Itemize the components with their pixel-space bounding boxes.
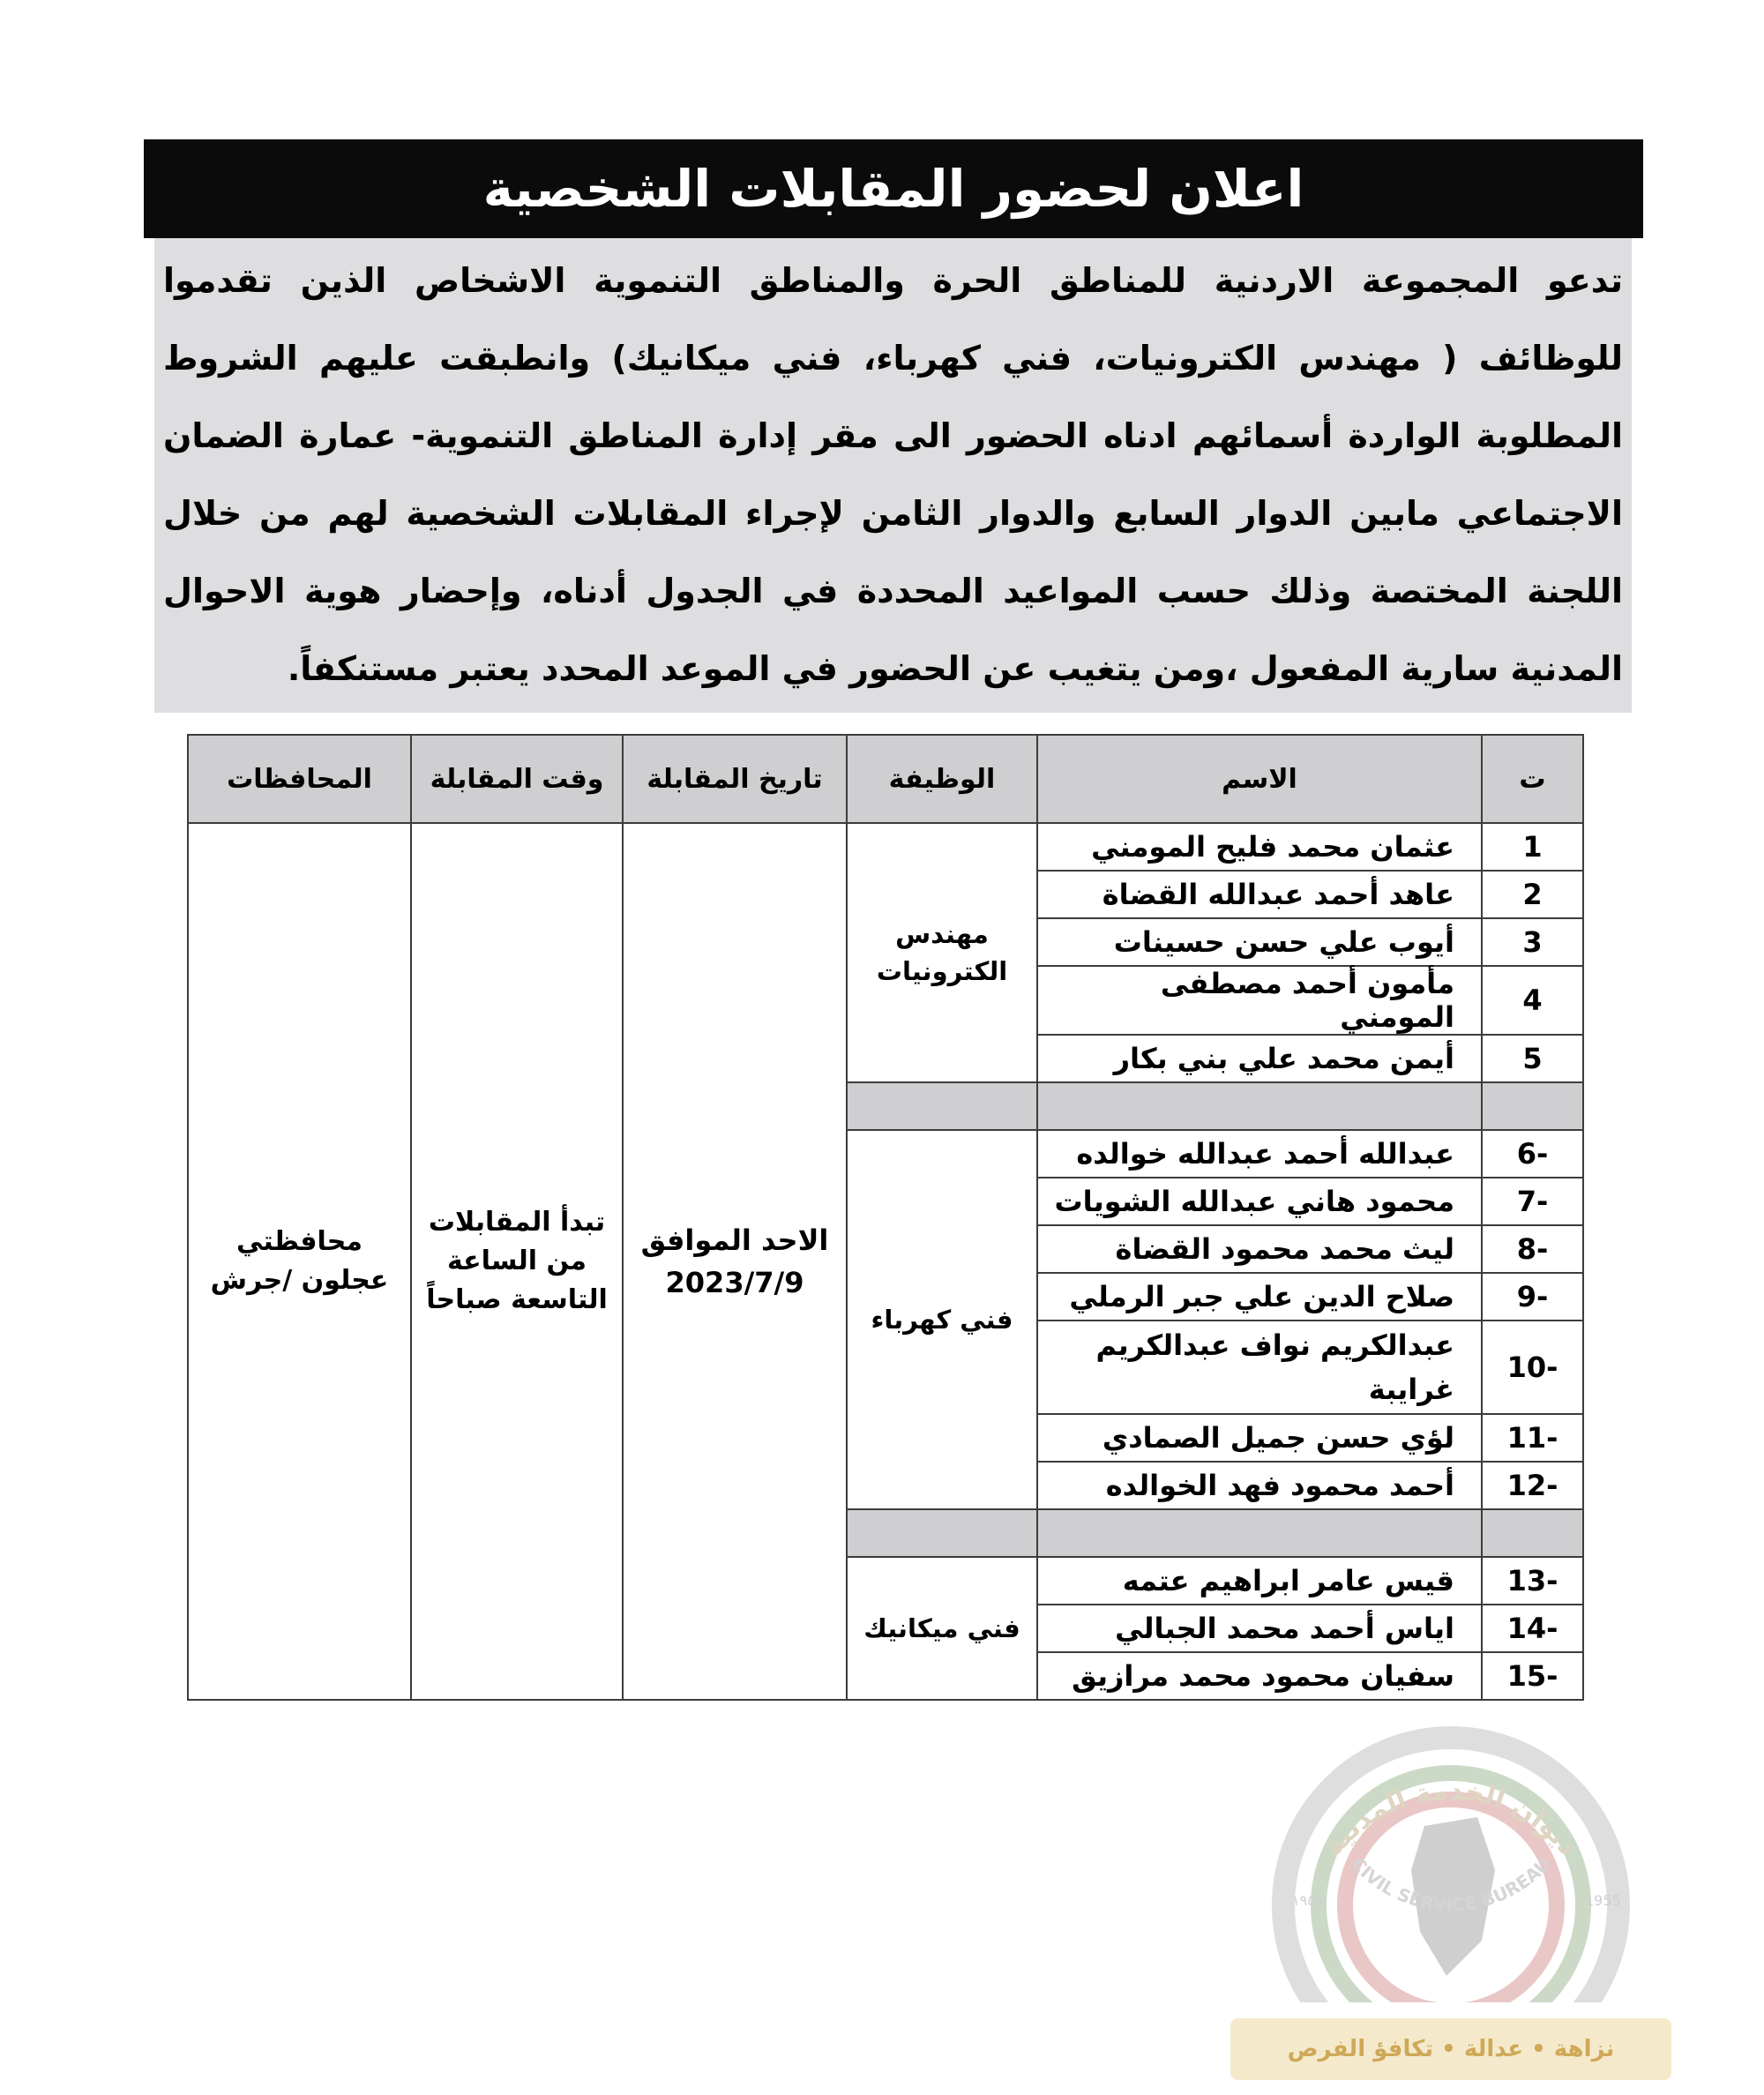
row-number: 3 bbox=[1482, 918, 1583, 966]
row-name: عثمان محمد فليح المومني bbox=[1037, 823, 1482, 871]
row-name: قيس عامر ابراهيم عتمه bbox=[1037, 1557, 1482, 1605]
row-number: -14 bbox=[1482, 1605, 1583, 1652]
row-number: -13 bbox=[1482, 1557, 1583, 1605]
row-name: عبدالكريم نواف عبدالكريم غرايبة bbox=[1037, 1321, 1482, 1414]
job-electronics-engineer: مهندس الكترونيات bbox=[847, 823, 1037, 1082]
row-name: لؤي حسن جميل الصمادي bbox=[1037, 1414, 1482, 1462]
governorates-line-1: محافظتي bbox=[236, 1226, 363, 1257]
header-name: الاسم bbox=[1037, 735, 1482, 823]
row-name: أحمد محمود فهد الخوالده bbox=[1037, 1462, 1482, 1509]
row-name: أيوب علي حسن حسينات bbox=[1037, 918, 1482, 966]
header-time: وقت المقابلة bbox=[411, 735, 623, 823]
interview-time-cell bbox=[411, 823, 623, 1700]
row-name: ليث محمد محمود القضاة bbox=[1037, 1225, 1482, 1273]
separator-cell bbox=[1482, 1082, 1583, 1130]
header-num: ت bbox=[1482, 735, 1583, 823]
announcement-body: تدعو المجموعة الاردنية للمناطق الحرة والمناطق التنموية الاشخاص الذين تقدموا للوظائف ( مهندس الكترونيات، فني كهرباء، فني ميكانيك) وانطبقت عليهم الشروط المطلوبة الواردة أسمائهم ادناه الحضور الى مقر إدارة المناطق التنموية- عمارة الضمان الاجتماعي مابين الدوار السابع والدوار الثامن لإجراء المقابلات الشخصية لهم من خلال اللجنة المختصة وذلك حسب المواعيد المحددة في الجدول أدناه، وإحضار هوية الاحوال المدنية سارية المفعول ،ومن يتغيب عن الحضور في الموعد المحدد يعتبر مستنكفاً. bbox=[154, 238, 1632, 713]
interview-date-day: الاحد الموافق bbox=[640, 1223, 829, 1257]
seal-year-left: ١٩٥٥ bbox=[1292, 1892, 1323, 1909]
interview-time-line-1: تبدأ المقابلات bbox=[428, 1207, 606, 1238]
job-electrical-technician: فني كهرباء bbox=[847, 1130, 1037, 1509]
row-number: -6 bbox=[1482, 1130, 1583, 1178]
row-number: 5 bbox=[1482, 1035, 1583, 1082]
row-name: اياس أحمد محمد الجبالي bbox=[1037, 1605, 1482, 1652]
announcement-title: اعلان لحضور المقابلات الشخصية bbox=[144, 139, 1643, 238]
separator-cell bbox=[1037, 1509, 1482, 1557]
row-number: 1 bbox=[1482, 823, 1583, 871]
seal-year-right: 1955 bbox=[1585, 1892, 1621, 1909]
row-number: -7 bbox=[1482, 1178, 1583, 1225]
row-name: مأمون أحمد مصطفى المومني bbox=[1037, 966, 1482, 1035]
interview-time-line-3: التاسعة صباحاً bbox=[426, 1284, 608, 1315]
row-name: أيمن محمد علي بني بكار bbox=[1037, 1035, 1482, 1082]
governorates-cell bbox=[188, 823, 411, 1700]
row-number: -15 bbox=[1482, 1652, 1583, 1700]
interview-date-cell bbox=[623, 823, 847, 1700]
table-row bbox=[188, 823, 1583, 871]
row-name: سفيان محمود محمد مرازيق bbox=[1037, 1652, 1482, 1700]
row-number: 2 bbox=[1482, 871, 1583, 918]
row-name: صلاح الدين علي جبر الرملي bbox=[1037, 1273, 1482, 1321]
separator-cell bbox=[1482, 1509, 1583, 1557]
interview-time-line-2: من الساعة bbox=[446, 1246, 587, 1276]
separator-cell bbox=[1037, 1082, 1482, 1130]
row-number: 4 bbox=[1482, 966, 1583, 1035]
job-mechanical-technician: فني ميكانيك bbox=[847, 1557, 1037, 1700]
row-number: -8 bbox=[1482, 1225, 1583, 1273]
header-governorates: المحافظات bbox=[188, 735, 411, 823]
table-header-row bbox=[188, 735, 1583, 823]
header-date: تاريخ المقابلة bbox=[623, 735, 847, 823]
row-name: عبدالله أحمد عبدالله خوالده bbox=[1037, 1130, 1482, 1178]
interview-date-value: 2023/7/9 bbox=[665, 1266, 804, 1299]
seal-motto-banner: نزاهة • عدالة • تكافؤ الفرص bbox=[1230, 2018, 1671, 2080]
seal-arabic-label: ديوان الخدمة المدنية bbox=[1318, 1775, 1584, 1862]
header-job: الوظيفة bbox=[847, 735, 1037, 823]
row-name: عاهد أحمد عبدالله القضاة bbox=[1037, 871, 1482, 918]
civil-service-bureau-seal bbox=[1257, 1720, 1645, 2002]
row-number: -10 bbox=[1482, 1321, 1583, 1414]
interview-schedule-table bbox=[187, 734, 1584, 1701]
governorates-line-2: عجلون /جرش bbox=[210, 1265, 389, 1296]
row-name: محمود هاني عبدالله الشويات bbox=[1037, 1178, 1482, 1225]
row-number: -12 bbox=[1482, 1462, 1583, 1509]
row-number: -11 bbox=[1482, 1414, 1583, 1462]
row-number: -9 bbox=[1482, 1273, 1583, 1321]
seal-english-label: CIVIL SERVICE BUREAU bbox=[1347, 1852, 1555, 1916]
separator-cell bbox=[847, 1509, 1037, 1557]
separator-cell bbox=[847, 1082, 1037, 1130]
